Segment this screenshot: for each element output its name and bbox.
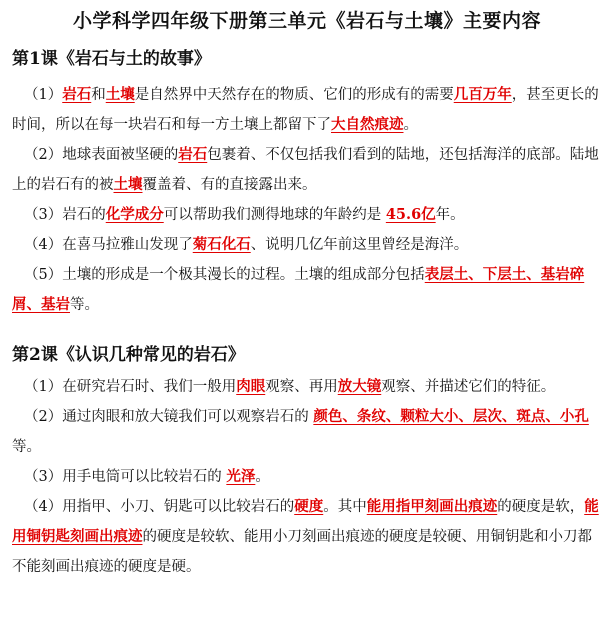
paragraph-text: 和 xyxy=(91,87,106,103)
highlight-term: 硬度 xyxy=(294,498,324,515)
paragraph-text: 土壤的形成是一个极其漫长的过程。土壤的组成部分包括 xyxy=(62,267,425,283)
highlight-term: 岩石 xyxy=(62,86,92,103)
paragraph-text: 年。 xyxy=(435,207,465,223)
paragraph-text: 通过肉眼和放大镜我们可以观察岩石的 xyxy=(62,409,314,425)
paragraph-text: 观察、再用 xyxy=(265,379,338,395)
highlight-term: 能用指甲刻画出痕迹 xyxy=(366,498,498,515)
paragraph-text: 覆盖着、有的直接露出来。 xyxy=(142,177,317,193)
lesson-2-paragraph-4 xyxy=(12,492,602,582)
highlight-term: 土壤 xyxy=(105,86,135,103)
highlight-term: 土壤 xyxy=(113,176,143,193)
highlight-term: 光泽 xyxy=(226,468,256,485)
highlight-term: 化学成分 xyxy=(105,206,164,223)
paragraph-text: 用指甲、小刀、钥匙可以比较岩石的 xyxy=(62,499,295,515)
paragraph-text: 地球表面被坚硬的 xyxy=(62,147,179,163)
lesson-2-body xyxy=(12,372,602,582)
paragraph-text: 等。 xyxy=(12,439,41,455)
paragraph-text: 的硬度是较软、能用小刀刻画出痕迹的硬度是较硬、用铜钥匙和小刀都不能刻画出痕迹的硬度是硬。 xyxy=(12,529,592,575)
lesson-1-paragraph-4 xyxy=(12,230,602,260)
item-number: （2） xyxy=(24,147,63,163)
paragraph-text: 观察、并描述它们的特征。 xyxy=(381,379,556,395)
paragraph-text: 可以帮助我们测得地球的年龄约是 xyxy=(163,207,386,223)
lesson-2-paragraph-2 xyxy=(12,402,602,462)
paragraph-text: 、说明几亿年前这里曾经是海洋。 xyxy=(250,237,469,253)
lesson-1-paragraph-3 xyxy=(12,200,602,230)
paragraph-text: 岩石的 xyxy=(62,207,106,223)
paragraph-text: 。 xyxy=(403,117,418,133)
paragraph-text: 包裹着、不仅包括我们看到的陆地，还包括海洋的底部。陆地上的岩石有的被 xyxy=(12,147,599,193)
item-number: （4） xyxy=(24,499,63,515)
highlight-term: 肉眼 xyxy=(236,378,266,395)
item-number: （4） xyxy=(24,237,63,253)
item-number: （3） xyxy=(24,469,63,485)
highlight-term: 能用铜钥匙刻画出痕迹 xyxy=(12,498,599,545)
paragraph-text: 在研究岩石时、我们一般用 xyxy=(62,379,237,395)
paragraph-text: 。其中 xyxy=(323,499,367,515)
lesson-2-paragraph-1 xyxy=(12,372,602,402)
highlight-term: 岩石 xyxy=(178,146,208,163)
lesson-1-paragraph-2 xyxy=(12,140,602,200)
highlight-term: 放大镜 xyxy=(337,378,382,395)
paragraph-text: 是自然界中天然存在的物质、它们的形成有的需要 xyxy=(134,87,454,103)
lesson-1-paragraph-1 xyxy=(12,80,602,140)
item-number: （1） xyxy=(24,87,63,103)
lesson-2-paragraph-3 xyxy=(12,462,602,492)
lesson-1-body xyxy=(12,80,602,320)
highlight-term: 几百万年 xyxy=(453,86,512,103)
item-number: （2） xyxy=(24,409,63,425)
item-number: （3） xyxy=(24,207,63,223)
lesson-1-paragraph-5 xyxy=(12,260,602,320)
highlight-term: 颜色、条纹、颗粒大小、层次、斑点、小孔 xyxy=(313,408,589,425)
highlight-term: 大自然痕迹 xyxy=(331,116,404,133)
paragraph-text: 的硬度是软， xyxy=(497,499,585,515)
lesson-2-heading: 第2课《认识几种常见的岩石》 xyxy=(12,345,245,365)
highlight-term: 表层土、下层土、基岩碎屑、基岩 xyxy=(12,266,585,313)
item-number: （5） xyxy=(24,267,63,283)
paragraph-text: 用手电筒可以比较岩石的 xyxy=(62,469,227,485)
paragraph-text: 等。 xyxy=(70,297,99,313)
paragraph-text: 。 xyxy=(255,469,270,485)
lesson-1-heading: 第1课《岩石与土的故事》 xyxy=(12,49,211,69)
document-title: 小学科学四年级下册第三单元《岩石与土壤》主要内容 xyxy=(72,10,541,32)
paragraph-text: ，甚至更长的时间，所以在每一块岩石和每一方土壤上都留下了 xyxy=(12,87,599,133)
item-number: （1） xyxy=(24,379,63,395)
highlight-term: 菊石化石 xyxy=(192,236,251,253)
paragraph-text: 在喜马拉雅山发现了 xyxy=(62,237,193,253)
highlight-term: 45.6亿 xyxy=(385,206,436,223)
